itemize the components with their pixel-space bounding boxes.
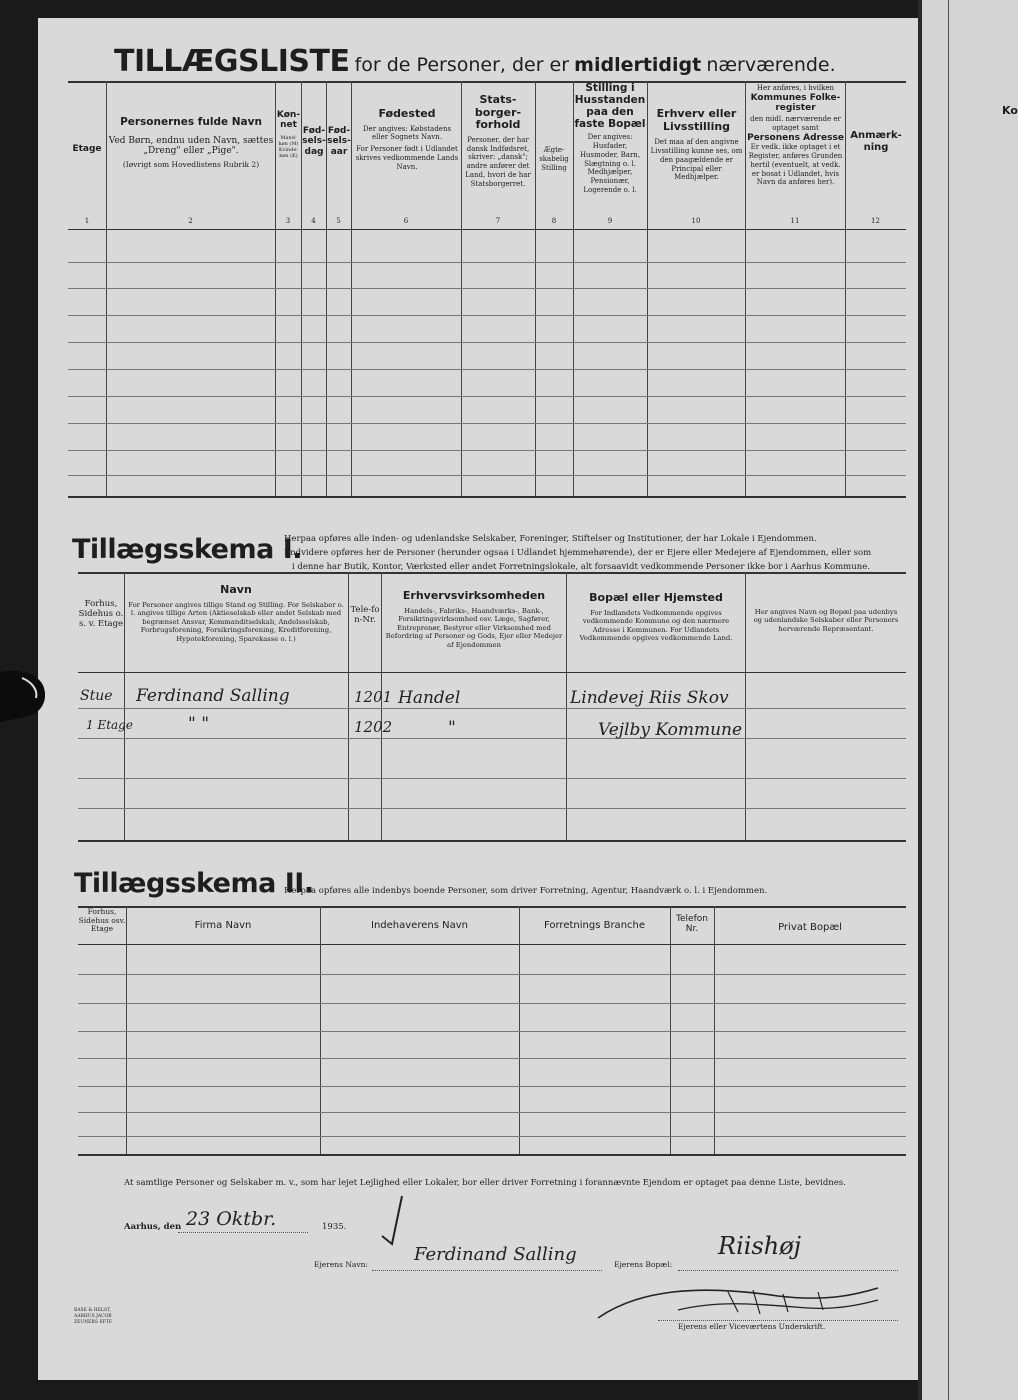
footer-place: Aarhus, den — [124, 1222, 182, 1232]
s2-row-line — [78, 974, 906, 975]
t1-header-occupation — [649, 108, 744, 182]
s1-row-business: " — [448, 718, 456, 738]
t1-header-registry-title: Kommunes Folke-register — [750, 92, 841, 114]
t1-row-line — [68, 396, 906, 397]
t1-row-line — [68, 450, 906, 451]
t1-header-name-note2: (Iøvrigt som Hovedlistens Rubrik 2) — [122, 159, 260, 169]
printer-imprint: BASE & HELST, AARHUS JACOB ZEUNERS EFTF. — [74, 1308, 113, 1325]
t1-colnum: 10 — [691, 217, 701, 225]
s1-header-business — [383, 590, 565, 649]
footer-owner-name: Ferdinand Salling — [414, 1244, 577, 1265]
s1-row-phone: 1202 — [354, 718, 393, 736]
t1-header-birthplace-title: Fødested — [378, 107, 436, 120]
s1-row-floor: 1 Etage — [86, 718, 133, 732]
s1-col-rule — [745, 572, 746, 840]
s1-header-name — [126, 584, 346, 643]
footer-signature-line — [658, 1320, 898, 1321]
t1-header-etage: Etage — [72, 144, 102, 154]
t1-row-line — [68, 315, 906, 316]
form-title-bold-word: midlertidigt — [574, 54, 702, 76]
t1-colnum: 9 — [607, 217, 613, 225]
s2-row-line — [78, 1003, 906, 1004]
skema2-description: Herpaa opføres alle indenbys boende Personer, som driver Forretning, Agentur, Haandværk o. l. i Ejendommen. — [284, 886, 768, 896]
owner-signature-flourish — [578, 1270, 898, 1330]
adjacent-page-fragment: Ko — [1002, 104, 1018, 117]
checkmark-tick — [378, 1194, 418, 1264]
s2-col-rule — [320, 906, 321, 1154]
t1-header-household-note: Der angives: Husfader, Husmoder, Barn, Slægtning o. l. Medhjælper, Pensionær, Logerende o. l. — [579, 133, 641, 194]
footer-declaration: At samtlige Personer og Selskaber m. v., som har lejet Lejlighed eller Lokaler, bor eller driver Forretning i forannævnte Ejendom er optaget paa denne Liste, bevidnes. — [124, 1178, 846, 1188]
s2-row-line — [78, 1031, 906, 1032]
table1-top-rule — [68, 81, 906, 83]
s1-header-representative: Her angives Navn og Bopæl paa udenbys og udenlandske Selskaber eller Personers herværende Repræsentant. — [753, 608, 899, 633]
t1-header-citizenship-note: Personer, der har dansk Indfødsret, skriver: „dansk"; andre anfører det Land, hvori de har Statsborgerret. — [465, 135, 531, 188]
s1-header-residence — [568, 592, 744, 643]
census-form-page — [38, 18, 918, 1380]
t1-header-occupation-note: Det maa af den angivne Livsstilling kunne ses, om den paagældende er Principal eller Medhjælper. — [650, 138, 743, 182]
s2-col-rule — [670, 906, 671, 1154]
footer-year: 1935. — [322, 1222, 347, 1232]
skema2-header-rule — [78, 944, 906, 945]
binder-clip — [0, 664, 52, 724]
t1-colnum: 8 — [551, 217, 557, 225]
s2-col-rule — [714, 906, 715, 1154]
skema2-bottom-rule — [78, 1154, 906, 1156]
t1-header-name-title: Personernes fulde Navn — [120, 116, 262, 128]
footer-signature-label: Ejerens eller Viceværtens Underskrift. — [678, 1322, 826, 1331]
s1-row-line — [78, 738, 906, 739]
s1-header-phone: Tele-fon-Nr. — [350, 605, 380, 625]
skema2-title: Tillægsskema II. — [74, 868, 314, 899]
s2-header-firm: Firma Navn — [194, 920, 252, 931]
footer-owner-address-label: Ejerens Bopæl: — [614, 1260, 673, 1269]
table1-header-rule — [68, 229, 906, 230]
adjacent-page-rule — [948, 0, 949, 1400]
skema1-desc-line: Herpaa opføres alle inden- og udenlandske Selskaber, Foreninger, Stiftelser og Institutioner, der har Lokale i Ejendommen. — [284, 534, 817, 544]
s2-header-branch: Forretnings Branche — [543, 920, 646, 931]
footer-owner-name-label: Ejerens Navn: — [314, 1260, 368, 1269]
skema2-top-rule — [78, 906, 906, 908]
t1-colnum: 11 — [790, 217, 800, 225]
t1-header-citizenship-title: Stats-borger-forhold — [474, 93, 522, 132]
s2-col-rule — [519, 906, 520, 1154]
s2-header-phone: Telefon Nr. — [676, 914, 708, 935]
s1-col-rule — [381, 572, 382, 840]
adjacent-page — [918, 0, 1018, 1400]
skema1-desc-line: i denne har Butik, Kontor, Værksted eller andet Forretningslokale, alt forsaavidt vedkommende Personer ikke bor i Aarhus Kommune. — [292, 562, 870, 572]
s1-header-residence-title: Bopæl eller Hjemsted — [589, 591, 723, 604]
t1-colnum: 12 — [871, 217, 880, 225]
footer-owner-address: Riishøj — [718, 1232, 802, 1260]
s1-header-name-note: For Personer angives tillige Stand og Stilling. For Selskaber o. l. angives tillige Arten (Aktieselskab eller andet Selskab med begrænset Ansvar, Kommanditselskab, Andelsselskab, Forbrugsforening, Forsikringsforening, Kreditforening, Hypotekforening, Sparekasse o. l.) — [128, 600, 344, 643]
s1-header-name-title: Navn — [220, 583, 252, 596]
t1-header-registry-note: den midl. nærværende er optaget samt — [750, 115, 841, 133]
s1-row-phone: 1201 — [354, 688, 393, 706]
t1-colnum: 6 — [403, 217, 409, 225]
t1-header-household — [574, 82, 646, 195]
t1-header-registry — [747, 84, 844, 187]
s2-row-line — [78, 1086, 906, 1087]
t1-colnum: 2 — [188, 217, 193, 225]
s1-header-business-note: Handels-, Fabriks-, Haandværks-, Bank-, Forsikringsvirksomhed osv. Læge, Sagfører, Entreprenør, Bestyrer eller Virksomhed med Befordring af Personer og Gods, Ejer eller Medejer af Ejendommen — [385, 606, 563, 649]
t1-colnum: 4 — [311, 217, 316, 225]
t1-row-line — [68, 369, 906, 370]
s1-row-name: " " — [188, 714, 210, 734]
s2-col-rule — [126, 906, 127, 1154]
footer-date-line — [178, 1232, 308, 1233]
s2-row-line — [78, 1136, 906, 1137]
t1-row-line — [68, 262, 906, 263]
skema1-desc-line: Endvidere opføres her de Personer (herunder ogsaa i Udlandet hjemmehørende), der er Ejere eller Medejere af Ejendommen, eller som — [284, 548, 872, 558]
form-title-main: TILLÆGSLISTE — [114, 44, 350, 79]
s1-row-name: Ferdinand Salling — [136, 686, 290, 706]
t1-header-birthplace-note2: For Personer født i Udlandet skrives vedkommende Lands Navn. — [355, 145, 459, 171]
skema1-bottom-rule — [78, 840, 906, 842]
t1-header-name — [108, 116, 274, 169]
t1-header-remark: Anmærk-ning — [850, 130, 902, 153]
skema1-header-rule — [78, 672, 906, 673]
t1-header-citizenship — [462, 94, 534, 188]
t1-colnum: 5 — [336, 217, 341, 225]
s1-header-business-title: Erhvervsvirksomheden — [402, 589, 546, 602]
t1-header-birthday: Fød-sels-dag — [302, 126, 326, 157]
t1-row-line — [68, 423, 906, 424]
t1-header-birthplace — [354, 108, 460, 171]
s1-row-floor: Stue — [80, 688, 113, 704]
t1-colnum: 1 — [84, 217, 90, 225]
s1-header-residence-note: For Indlandets Vedkommende opgives vedkommende Kommune og den nærmere Adresse i Kommunen. For Udlandets Vedkommende opgives vedkommende Land. — [579, 608, 733, 643]
t1-colnum: 7 — [495, 217, 501, 225]
s1-row-residence: Vejlby Kommune — [598, 720, 743, 740]
t1-row-line — [68, 342, 906, 343]
t1-header-gender-note: Mand-køn (M) Kvinde-køn (K) — [278, 134, 299, 160]
s1-header-floor: Forhus, Sidehus o. s. v. Etage — [78, 599, 124, 629]
form-title — [114, 44, 836, 79]
s2-header-address: Privat Bopæl — [778, 922, 842, 933]
t1-row-line — [68, 475, 906, 476]
t1-header-registry-title2: Personens Adresse — [747, 132, 844, 143]
s2-row-line — [78, 1058, 906, 1059]
s1-row-line — [78, 778, 906, 779]
table1-bottom-rule — [68, 496, 906, 498]
t1-colnum: 3 — [285, 217, 291, 225]
t1-header-registry-note2: Er vedk. ikke optaget i et Register, anføres Grunden hertil (eventuelt, at vedk. er bosat i Udlandet, hvis Navn da anføres her). — [748, 143, 843, 187]
t1-header-gender-title: Køn-net — [276, 110, 301, 131]
skema1-description — [284, 532, 909, 574]
t1-header-household-title: Stilling i Husstanden paa den faste Bopæl — [574, 82, 646, 131]
s2-row-line — [78, 1112, 906, 1113]
t1-header-gender — [276, 110, 301, 160]
s1-col-rule — [124, 572, 125, 840]
s1-row-residence: Lindevej Riis Skov — [570, 688, 729, 708]
form-title-rest-1: for de Personer, der er — [354, 54, 570, 76]
s1-row-line — [78, 808, 906, 809]
footer-date: 23 Oktbr. — [186, 1208, 277, 1230]
t1-header-birthplace-note: Der angives: Købstadens eller Sognets Navn. — [362, 124, 452, 142]
s1-row-line — [78, 708, 906, 709]
footer-owner-name-line — [372, 1270, 602, 1271]
t1-row-line — [68, 288, 906, 289]
s1-row-business: Handel — [398, 688, 461, 708]
s2-header-owner: Indehaverens Navn — [371, 920, 468, 931]
t1-header-marital: Ægte-skabelig Stilling — [539, 146, 569, 172]
t1-header-occupation-title: Erhverv eller Livsstilling — [656, 107, 737, 133]
t1-header-name-note: Ved Børn, endnu uden Navn, sættes „Dreng" eller „Pige". — [108, 136, 274, 157]
s2-header-floor: Forhus, Sidehus osv. Etage — [78, 907, 126, 934]
form-title-rest-2: nærværende. — [706, 54, 836, 76]
t1-header-registry-pre: Her anføres, i hvilken — [756, 84, 835, 92]
skema1-top-rule — [78, 572, 906, 574]
skema1-title: Tillægsskema I. — [72, 534, 303, 565]
s1-col-rule — [566, 572, 567, 840]
t1-header-birthyear: Fød-sels-aar — [327, 126, 351, 157]
